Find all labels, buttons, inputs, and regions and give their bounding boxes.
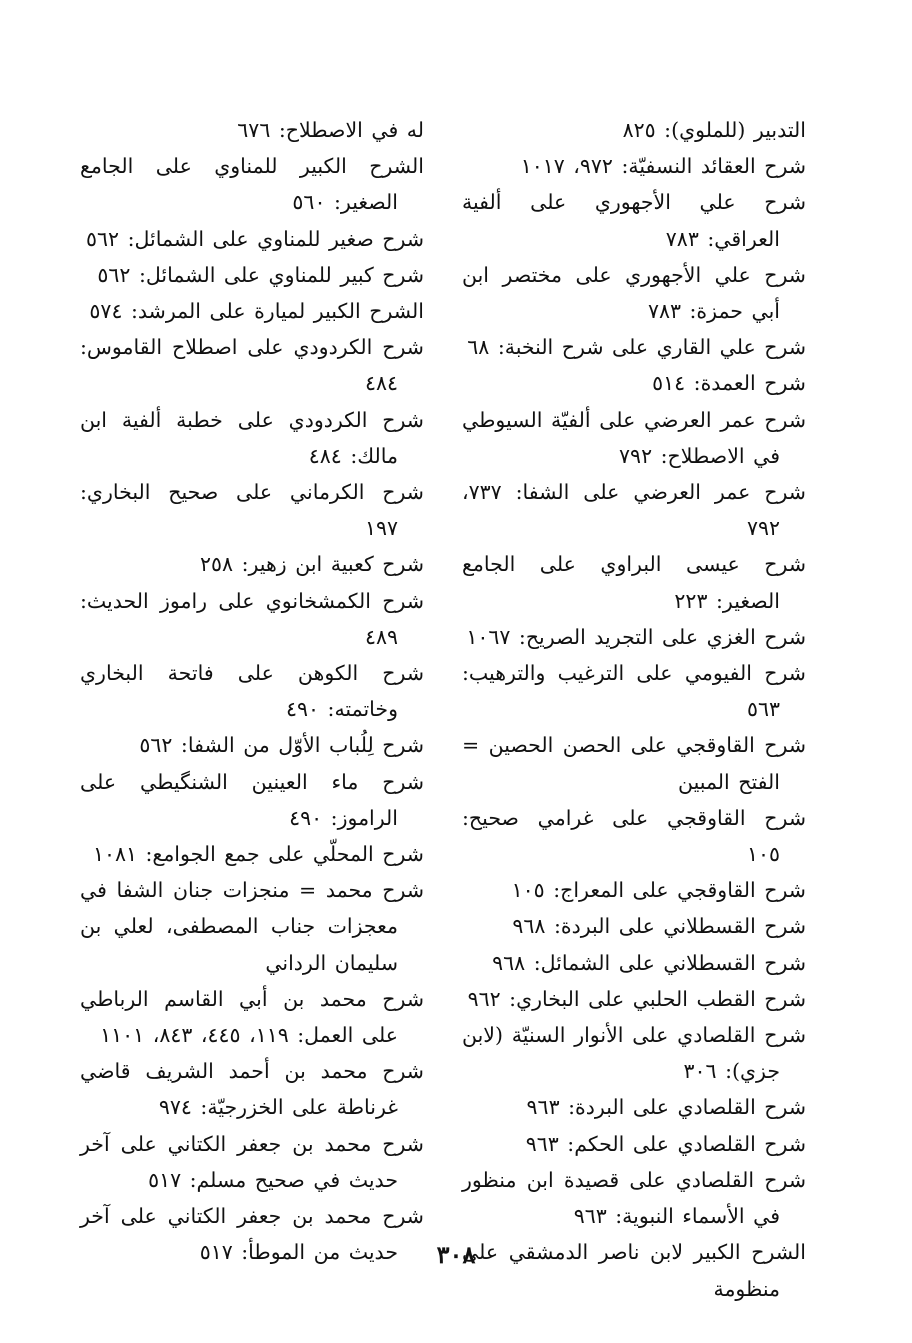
- index-entry: شرح القسطلاني على البردة: ٩٦٨: [512, 914, 806, 939]
- index-entry: شرح عمر العرضي على الشفا: ٧٣٧، ٧٩٢: [462, 480, 806, 541]
- index-entry: شرح القاوقجي على غرامي صحيح: ١٠٥: [462, 805, 806, 867]
- index-entry: شرح محمد بن أحمد الشريف قاضي غرناطة على الخزرجيّة: ٩٧٤: [80, 1059, 424, 1120]
- index-entry: شرح كبير للمناوي على الشمائل: ٥٦٢: [97, 262, 424, 287]
- index-entry: شرح علي الأجهوري على مختصر ابن أبي حمزة: ٧٨٣: [462, 262, 806, 324]
- index-entry: شرح الغزي على التجريد الصريح: ١٠٦٧: [466, 624, 806, 649]
- index-entry: شرح لِلُباب الأوّل من الشفا: ٥٦٢: [139, 733, 424, 758]
- index-entry: شرح محمد = منجزات جنان الشفا في معجزات جناب المصطفى، لعلي بن سليمان الرداني: [80, 878, 424, 975]
- index-entry: شرح الكردودي على اصطلاح القاموس: ٤٨٤: [80, 335, 424, 396]
- index-entry: شرح الكرماني على صحيح البخاري: ١٩٧: [80, 480, 424, 541]
- page-number: ٣٠٨: [436, 1240, 476, 1269]
- index-entry: شرح القاوقجي على المعراج: ١٠٥: [511, 878, 806, 903]
- index-entry: شرح علي الأجهوري على ألفية العراقي: ٧٨٣: [462, 190, 806, 251]
- index-entry: شرح صغير للمناوي على الشمائل: ٥٦٢: [86, 226, 424, 251]
- index-entry: شرح القلصادي على الأنوار السنيّة (لابن جزي): ٣٠٦: [462, 1023, 806, 1084]
- index-entry: شرح القسطلاني على الشمائل: ٩٦٨: [492, 950, 806, 975]
- index-entry: شرح الفيومي على الترغيب والترهيب: ٥٦٣: [462, 661, 806, 722]
- index-entry: شرح ماء العينين الشنگيطي على الراموز: ٤٩٠: [80, 769, 424, 830]
- index-column-right: [462, 112, 806, 1307]
- index-entry: الشرح الكبير للمناوي على الجامع الصغير: ٥٦٠: [80, 154, 424, 215]
- index-entry: شرح الكمشخانوي على راموز الحديث: ٤٨٩: [80, 588, 424, 649]
- index-column-left: [80, 112, 424, 1271]
- index-entry: له في الاصطلاح: ٦٧٦: [237, 118, 424, 142]
- index-entry: الشرح الكبير لميارة على المرشد: ٥٧٤: [89, 299, 424, 324]
- index-entry: شرح القلصادي على الحكم: ٩٦٣: [525, 1131, 806, 1156]
- index-entry: شرح الكوهن على فاتحة البخاري وخاتمته: ٤٩٠: [80, 661, 424, 722]
- index-entry: شرح الكردودي على خطبة ألفية ابن مالك: ٤٨٤: [80, 407, 424, 468]
- index-entry: شرح القطب الحلبي على البخاري: ٩٦٢: [467, 986, 806, 1011]
- index-entry: شرح محمد بن أبي القاسم الرباطي على العمل: ١١٩، ٤٤٥، ٨٤٣، ١١٠١: [80, 986, 424, 1048]
- index-entry: شرح المحلّي على جمع الجوامع: ١٠٨١: [92, 842, 424, 867]
- index-entry: شرح عمر العرضي على ألفيّة السيوطي في الاصطلاح: ٧٩٢: [462, 407, 806, 468]
- index-entry: شرح عيسى البراوي على الجامع الصغير: ٢٢٣: [462, 552, 806, 613]
- index-entry: شرح علي القاري على شرح النخبة: ٦٨: [467, 335, 806, 360]
- index-entry: شرح العمدة: ٥١٤: [652, 371, 806, 396]
- index-entry: شرح العقائد النسفيّة: ٩٧٢، ١٠١٧: [520, 154, 806, 179]
- index-entry: شرح كعبية ابن زهير: ٢٥٨: [200, 552, 424, 577]
- index-entry: شرح القلصادي على البردة: ٩٦٣: [526, 1095, 806, 1120]
- index-entry: شرح القاوقجي على الحصن الحصين = الفتح المبين: [462, 733, 806, 794]
- index-entry: شرح القلصادي على قصيدة ابن منظور في الأسماء النبوية: ٩٦٣: [462, 1167, 806, 1229]
- index-entry: الشرح الكبير لابن ناصر الدمشقي على منظومة: [462, 1240, 806, 1301]
- index-entry: شرح محمد بن جعفر الكتاني على آخر حديث في صحيح مسلم: ٥١٧: [80, 1131, 424, 1192]
- index-entry: التدبير (للملوي): ٨٢٥: [622, 118, 806, 142]
- index-entry: شرح محمد بن جعفر الكتاني على آخر حديث من الموطأ: ٥١٧: [80, 1204, 424, 1265]
